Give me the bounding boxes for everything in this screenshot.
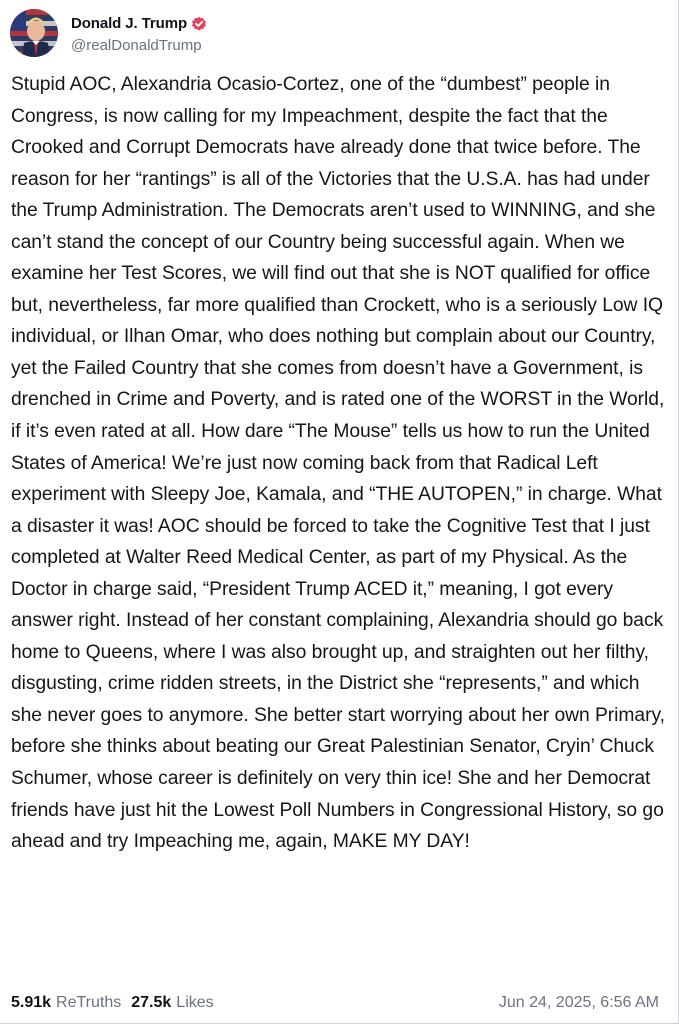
post-text: Stupid AOC, Alexandria Ocasio-Cortez, one of the “dumbest” people in Congress, is now calling for my Impeachment, despite the fact that the Crooked and Corrupt Democrats have already done that twice before. The reason for her “rantings” is all of the Victories that the U.S.A. has had under the Trump Administration. The Democrats aren’t used to WINNING, and she can’t stand the concept of our Country being successful again. When we examine her Test Scores, we will find out that she is NOT qualified for office but, nevertheless, far more qualified than Crockett, who is a seriously Low IQ individual, or Ilhan Omar, who does nothing but complain about our Country, yet the Failed Country that she comes from doesn’t have a Government, is drenched in Crime and Poverty, and is rated one of the WORST in the World, if it’s even rated at all. How dare “The Mouse” tells us how to run the United States of America! We’re just now coming back from that Radical Left experiment with Sleepy Joe, Kamala, and “THE AUTOPEN,” in charge. What a disaster it was! AOC should be forced to take the Cognitive Test that I just completed at Walter Reed Medical Center, as part of my Physical. As the Doctor in charge said, “President Trump ACED it,” meaning, I got every answer right. Instead of her constant complaining, Alexandria should go back home to Queens, where I was also brought up, and straighten out her filthy, disgusting, crime ridden streets, in the District she “represents,” and which she never goes to anymore. She better start worrying about her own Primary, before she thinks about beating our Great Palestinian Senator, Cryin’ Chuck Schumer, whose career is definitely on very thin ice! She and her Democrat friends have just hit the Lowest Poll Numbers in Congressional History, so go ahead and try Impeaching me, again, MAKE MY DAY! xyxy=(11,74,671,853)
retruths-label: ReTruths xyxy=(56,994,122,1011)
verified-badge-icon xyxy=(191,16,207,32)
retruths-stat[interactable] xyxy=(11,994,121,1012)
post-footer xyxy=(11,991,659,1015)
display-name[interactable]: Donald J. Trump xyxy=(71,15,188,32)
avatar[interactable] xyxy=(10,9,58,57)
post-header xyxy=(10,8,207,58)
retruths-count: 5.91k xyxy=(11,994,52,1011)
name-row xyxy=(71,13,207,35)
author-names xyxy=(71,13,207,54)
author-handle[interactable]: @realDonaldTrump xyxy=(71,36,202,54)
likes-count: 27.5k xyxy=(131,994,172,1011)
likes-stat[interactable] xyxy=(131,994,213,1012)
likes-label: Likes xyxy=(176,994,214,1011)
post-timestamp[interactable]: Jun 24, 2025, 6:56 AM xyxy=(498,994,659,1011)
